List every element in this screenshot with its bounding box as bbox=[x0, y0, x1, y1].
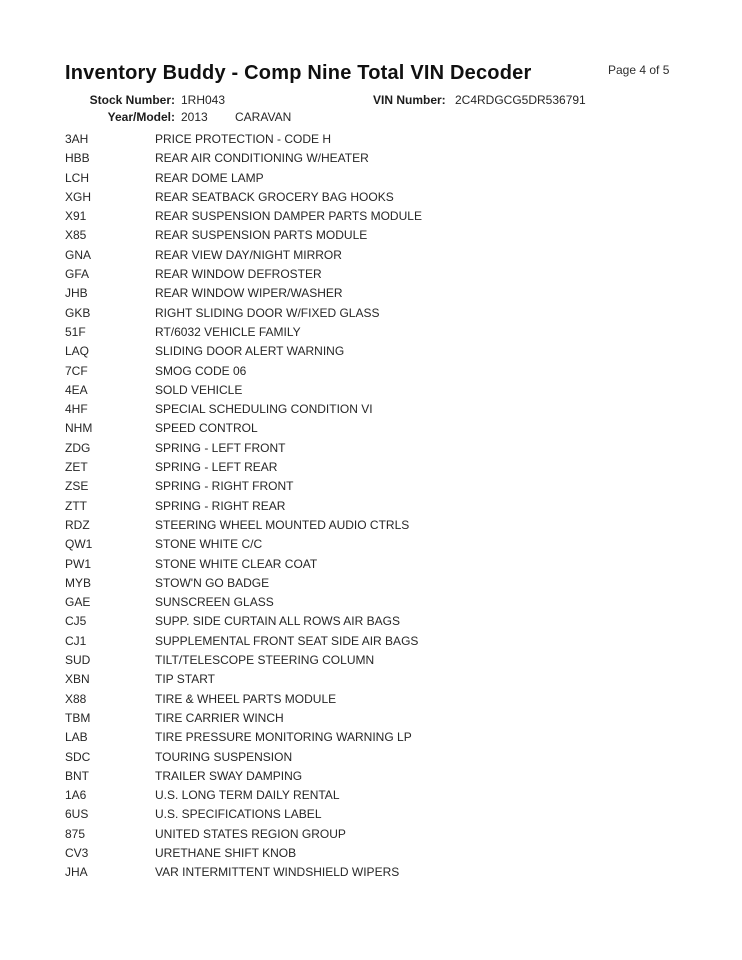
table-row bbox=[0, 574, 742, 593]
option-description: STEERING WHEEL MOUNTED AUDIO CTRLS bbox=[155, 517, 410, 532]
option-code: MYB bbox=[65, 575, 92, 590]
option-description: REAR SEATBACK GROCERY BAG HOOKS bbox=[155, 189, 394, 204]
table-row bbox=[0, 593, 742, 612]
table-row bbox=[0, 535, 742, 554]
option-code: XGH bbox=[65, 189, 92, 204]
table-row bbox=[0, 651, 742, 670]
year-model-label: Year/Model: bbox=[107, 110, 175, 124]
option-description: SOLD VEHICLE bbox=[155, 382, 243, 397]
table-row bbox=[0, 786, 742, 805]
table-row bbox=[0, 284, 742, 303]
option-description: RT/6032 VEHICLE FAMILY bbox=[155, 324, 301, 339]
stock-number-label: Stock Number: bbox=[89, 93, 175, 107]
option-description: REAR SUSPENSION PARTS MODULE bbox=[155, 228, 368, 243]
year-value: 2013 bbox=[181, 110, 208, 124]
table-row bbox=[0, 265, 742, 284]
option-description: PRICE PROTECTION - CODE H bbox=[155, 132, 332, 146]
table-row bbox=[0, 863, 742, 882]
option-description: TRAILER SWAY DAMPING bbox=[155, 768, 303, 783]
table-row bbox=[0, 825, 742, 844]
stock-number-value: 1RH043 bbox=[181, 93, 226, 107]
option-code: JHB bbox=[65, 286, 88, 301]
option-code: ZTT bbox=[65, 498, 87, 513]
option-description: URETHANE SHIFT KNOB bbox=[155, 845, 297, 860]
option-description: TIP START bbox=[155, 672, 216, 687]
table-row bbox=[0, 439, 742, 458]
option-description: REAR AIR CONDITIONING W/HEATER bbox=[155, 151, 369, 166]
option-description: SUNSCREEN GLASS bbox=[155, 595, 274, 610]
option-code: CV3 bbox=[65, 845, 89, 860]
table-row bbox=[0, 632, 742, 651]
option-description: SPEED CONTROL bbox=[155, 421, 258, 436]
option-code: NHM bbox=[65, 421, 93, 436]
table-row bbox=[0, 690, 742, 709]
option-description: SPRING - LEFT FRONT bbox=[155, 440, 286, 455]
table-row bbox=[0, 767, 742, 786]
option-description: SLIDING DOOR ALERT WARNING bbox=[155, 344, 345, 359]
table-row bbox=[0, 226, 742, 245]
option-description: SUPPLEMENTAL FRONT SEAT SIDE AIR BAGS bbox=[155, 633, 419, 648]
option-description: TIRE CARRIER WINCH bbox=[155, 710, 284, 725]
option-description: SPRING - RIGHT REAR bbox=[155, 498, 286, 513]
option-description: SPRING - LEFT REAR bbox=[155, 460, 278, 475]
option-description: REAR WINDOW DEFROSTER bbox=[155, 267, 322, 282]
option-code: ZDG bbox=[65, 440, 91, 455]
option-code: SUD bbox=[65, 653, 91, 668]
table-row bbox=[0, 207, 742, 226]
option-code: GKB bbox=[65, 305, 91, 320]
option-description: REAR DOME LAMP bbox=[155, 170, 264, 185]
option-code: PW1 bbox=[65, 556, 92, 571]
option-code: X85 bbox=[65, 228, 87, 243]
option-code: LAQ bbox=[65, 344, 90, 359]
option-code: TBM bbox=[65, 710, 91, 725]
option-code: GFA bbox=[65, 267, 90, 282]
option-description: SPRING - RIGHT FRONT bbox=[155, 479, 294, 494]
option-description: TIRE PRESSURE MONITORING WARNING LP bbox=[155, 730, 412, 745]
option-code: 875 bbox=[65, 826, 86, 841]
option-code: SDC bbox=[65, 749, 91, 764]
option-description: U.S. LONG TERM DAILY RENTAL bbox=[155, 788, 340, 803]
table-row bbox=[0, 342, 742, 361]
table-row bbox=[0, 709, 742, 728]
page-number-label: Page 4 of 5 bbox=[608, 63, 670, 77]
option-code: 6US bbox=[65, 807, 89, 822]
option-description: SPECIAL SCHEDULING CONDITION VI bbox=[155, 402, 373, 417]
option-code: X88 bbox=[65, 691, 87, 706]
table-row bbox=[0, 477, 742, 496]
option-code: JHA bbox=[65, 865, 88, 880]
option-description: TIRE & WHEEL PARTS MODULE bbox=[155, 691, 337, 706]
table-row bbox=[0, 555, 742, 574]
table-row bbox=[0, 728, 742, 747]
table-row bbox=[0, 419, 742, 438]
table-row bbox=[0, 458, 742, 477]
option-code: CJ1 bbox=[65, 633, 87, 648]
option-description: STONE WHITE CLEAR COAT bbox=[155, 556, 318, 571]
option-description: VAR INTERMITTENT WINDSHIELD WIPERS bbox=[155, 865, 400, 880]
table-row bbox=[0, 400, 742, 419]
option-description: REAR VIEW DAY/NIGHT MIRROR bbox=[155, 247, 342, 262]
option-code: GAE bbox=[65, 595, 91, 610]
page-title: Inventory Buddy - Comp Nine Total VIN Decoder bbox=[65, 62, 532, 84]
option-description: STONE WHITE C/C bbox=[155, 537, 263, 552]
option-code: BNT bbox=[65, 768, 89, 783]
option-description: RIGHT SLIDING DOOR W/FIXED GLASS bbox=[155, 305, 380, 320]
meta-line-year-model bbox=[0, 110, 742, 125]
table-row bbox=[0, 130, 742, 149]
option-code: 51F bbox=[65, 324, 86, 339]
table-row bbox=[0, 844, 742, 863]
option-code: GNA bbox=[65, 247, 92, 262]
option-description: SUPP. SIDE CURTAIN ALL ROWS AIR BAGS bbox=[155, 614, 400, 629]
option-code: HBB bbox=[65, 151, 90, 166]
option-code: LAB bbox=[65, 730, 88, 745]
option-code: LCH bbox=[65, 170, 90, 185]
option-code: 1A6 bbox=[65, 788, 87, 803]
option-description: U.S. SPECIFICATIONS LABEL bbox=[155, 807, 322, 822]
table-row bbox=[0, 323, 742, 342]
option-description: TILT/TELESCOPE STEERING COLUMN bbox=[155, 653, 375, 668]
table-row bbox=[0, 805, 742, 824]
option-code: ZET bbox=[65, 460, 88, 475]
option-code: 4EA bbox=[65, 382, 88, 397]
option-description: UNITED STATES REGION GROUP bbox=[155, 826, 346, 841]
vin-number-value: 2C4RDGCG5DR536791 bbox=[455, 93, 586, 107]
option-description: SMOG CODE 06 bbox=[155, 363, 247, 378]
option-code: 3AH bbox=[65, 132, 89, 146]
option-code: QW1 bbox=[65, 537, 93, 552]
option-codes-list bbox=[0, 130, 742, 883]
table-row bbox=[0, 670, 742, 689]
option-code: ZSE bbox=[65, 479, 89, 494]
table-row bbox=[0, 612, 742, 631]
model-value: CARAVAN bbox=[235, 110, 292, 124]
table-row bbox=[0, 246, 742, 265]
table-row bbox=[0, 748, 742, 767]
table-row bbox=[0, 516, 742, 535]
option-code: X91 bbox=[65, 209, 87, 224]
option-description: REAR SUSPENSION DAMPER PARTS MODULE bbox=[155, 209, 422, 224]
table-row bbox=[0, 381, 742, 400]
table-row bbox=[0, 188, 742, 207]
option-description: REAR WINDOW WIPER/WASHER bbox=[155, 286, 343, 301]
table-row bbox=[0, 304, 742, 323]
meta-line-stock-vin bbox=[0, 93, 742, 108]
option-description: STOW'N GO BADGE bbox=[155, 575, 270, 590]
vin-number-label: VIN Number: bbox=[373, 93, 446, 107]
table-row bbox=[0, 169, 742, 188]
option-code: 7CF bbox=[65, 363, 88, 378]
option-code: CJ5 bbox=[65, 614, 87, 629]
table-row bbox=[0, 149, 742, 168]
option-code: XBN bbox=[65, 672, 90, 687]
option-description: TOURING SUSPENSION bbox=[155, 749, 293, 764]
option-code: RDZ bbox=[65, 517, 90, 532]
table-row bbox=[0, 497, 742, 516]
table-row bbox=[0, 362, 742, 381]
option-code: 4HF bbox=[65, 402, 88, 417]
